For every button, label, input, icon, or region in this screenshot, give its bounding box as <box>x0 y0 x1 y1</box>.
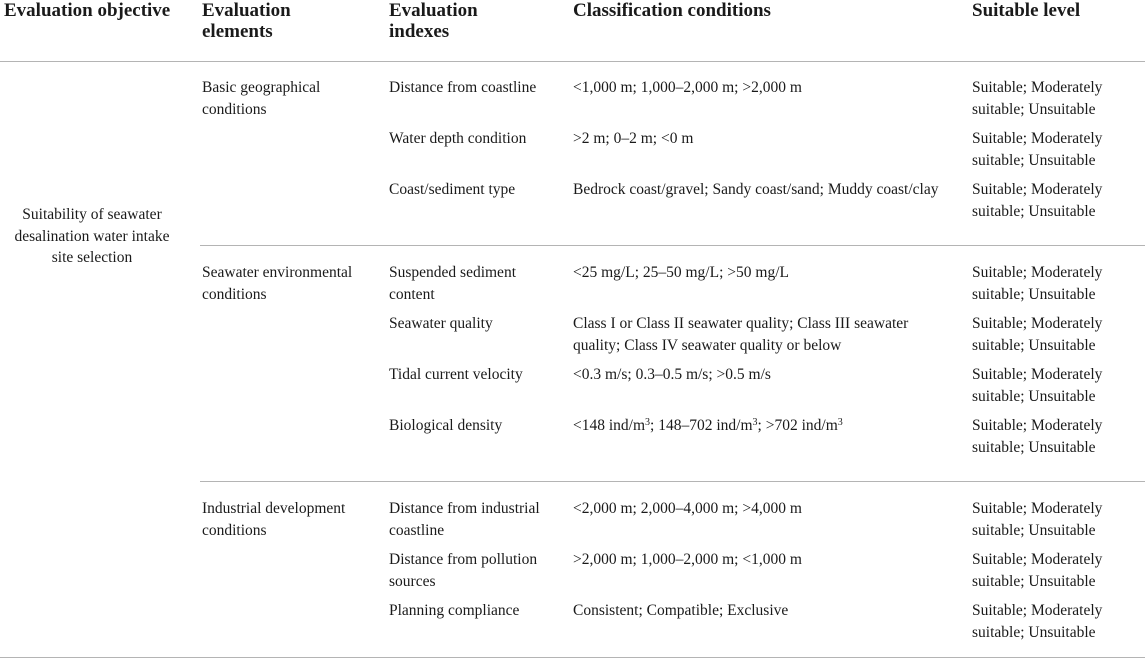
header-classification-conditions: Classification conditions <box>573 0 771 21</box>
index-suspended-sediment: Suspended sediment content <box>389 264 516 303</box>
header-evaluation-elements: Evaluation elements <box>202 0 291 42</box>
group-rule-2 <box>200 481 1145 482</box>
bio-cond-sup-2: 3 <box>752 417 758 428</box>
level-tidal-current: Suitable; Moderately suitable; Unsuitable <box>972 366 1103 405</box>
level-distance-pollution: Suitable; Moderately suitable; Unsuitable <box>972 551 1103 590</box>
conditions-coast-sediment: Bedrock coast/gravel; Sandy coast/sand; Muddy coast/clay <box>573 181 939 198</box>
index-water-depth: Water depth condition <box>389 130 527 147</box>
index-planning-compliance: Planning compliance <box>389 602 520 619</box>
conditions-suspended-sediment: <25 mg/L; 25–50 mg/L; >50 mg/L <box>573 264 789 281</box>
bio-cond-part-1: <148 ind/m <box>573 417 646 434</box>
header-rule <box>0 61 1145 62</box>
group-rule-1 <box>200 245 1145 246</box>
level-distance-industrial: Suitable; Moderately suitable; Unsuitable <box>972 500 1103 539</box>
bio-cond-sup-1: 3 <box>645 417 651 428</box>
level-planning-compliance: Suitable; Moderately suitable; Unsuitable <box>972 602 1103 641</box>
conditions-distance-coastline: <1,000 m; 1,000–2,000 m; >2,000 m <box>573 79 802 96</box>
index-distance-industrial: Distance from industrial coastline <box>389 500 540 539</box>
level-water-depth: Suitable; Moderately suitable; Unsuitable <box>972 130 1103 169</box>
index-distance-coastline: Distance from coastline <box>389 79 537 96</box>
bio-cond-part-2: ; 148–702 ind/m <box>650 417 753 434</box>
conditions-planning-compliance: Consistent; Compatible; Exclusive <box>573 602 789 619</box>
index-biological-density: Biological density <box>389 417 503 434</box>
level-suspended-sediment: Suitable; Moderately suitable; Unsuitable <box>972 264 1103 303</box>
conditions-seawater-quality: Class I or Class II seawater quality; Class III seawater quality; Class IV seawater quality or below <box>573 315 909 354</box>
index-coast-sediment: Coast/sediment type <box>389 181 516 198</box>
element-seawater-environmental: Seawater environmental conditions <box>202 264 353 303</box>
index-tidal-current: Tidal current velocity <box>389 366 523 383</box>
level-biological-density: Suitable; Moderately suitable; Unsuitable <box>972 417 1103 456</box>
element-basic-geographical: Basic geographical conditions <box>202 79 321 118</box>
index-seawater-quality: Seawater quality <box>389 315 493 332</box>
header-suitable-level: Suitable level <box>972 0 1081 21</box>
conditions-distance-pollution: >2,000 m; 1,000–2,000 m; <1,000 m <box>573 551 802 568</box>
conditions-biological-density <box>573 415 958 437</box>
header-evaluation-indexes: Evaluation indexes <box>389 0 478 42</box>
evaluation-objective-cell: Suitability of seawater desalination water intake site selection <box>14 206 170 266</box>
conditions-distance-industrial: <2,000 m; 2,000–4,000 m; >4,000 m <box>573 500 802 517</box>
conditions-tidal-current: <0.3 m/s; 0.3–0.5 m/s; >0.5 m/s <box>573 366 771 383</box>
bio-cond-part-3: ; >702 ind/m <box>757 417 838 434</box>
element-industrial-development: Industrial development conditions <box>202 500 346 539</box>
index-distance-pollution: Distance from pollution sources <box>389 551 538 590</box>
bottom-rule <box>0 657 1145 658</box>
level-seawater-quality: Suitable; Moderately suitable; Unsuitable <box>972 315 1103 354</box>
level-distance-coastline: Suitable; Moderately suitable; Unsuitable <box>972 79 1103 118</box>
header-evaluation-objective: Evaluation objective <box>4 0 171 21</box>
bio-cond-sup-3: 3 <box>837 417 843 428</box>
level-coast-sediment: Suitable; Moderately suitable; Unsuitable <box>972 181 1103 220</box>
conditions-water-depth: >2 m; 0–2 m; <0 m <box>573 130 694 147</box>
